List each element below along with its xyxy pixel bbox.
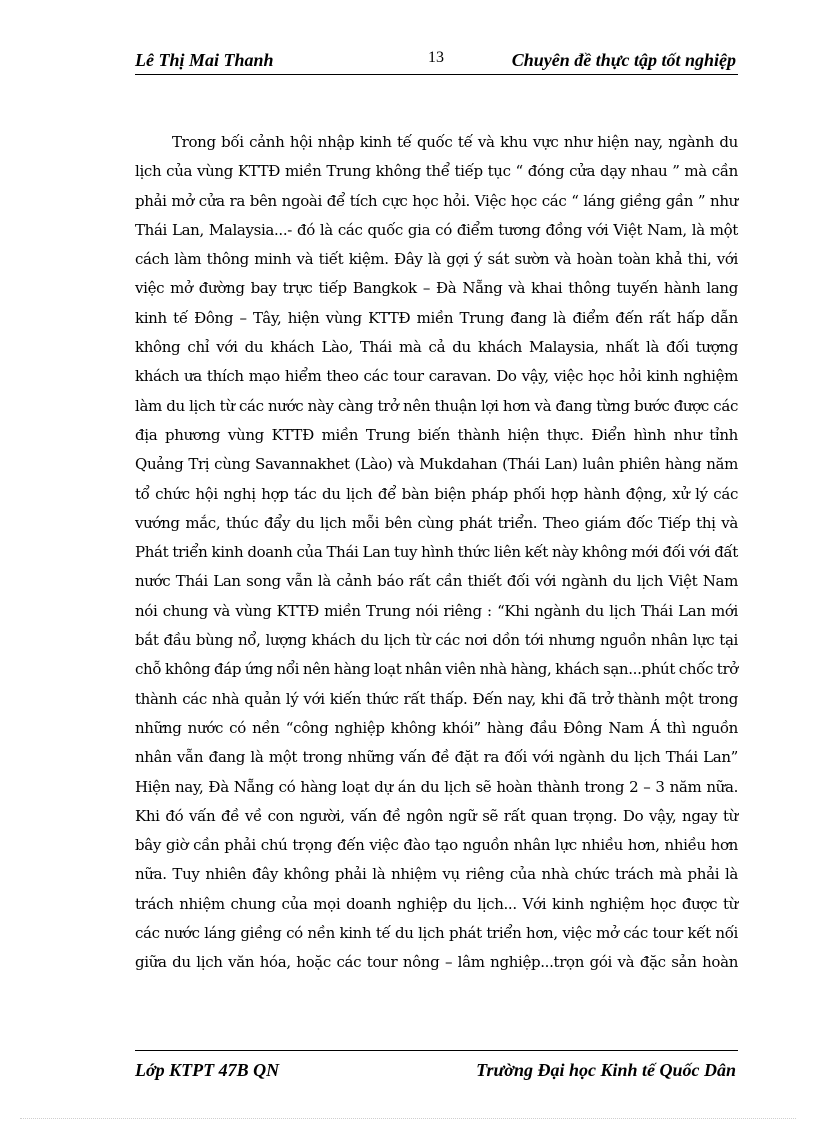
paragraph-line: Hiện nay, Đà Nẵng có hàng loạt dự án du lịch sẽ hoàn thành trong 2 – 3 năm nữa. [135,777,738,796]
paragraph-line: cách làm thông minh và tiết kiệm. Đây là gợi ý sát sườn và hoàn toàn khả thi, với [135,250,738,269]
paragraph-line: Quảng Trị cùng Savannakhet (Lào) và Mukdahan (Thái Lan) luân phiên hàng năm [135,455,738,474]
paragraph-line: không chỉ với du khách Lào, Thái mà cả du khách Malaysia, nhất là đối tượng [135,338,738,357]
paragraph-line: nói chung và vùng KTTĐ miền Trung nói riêng : “Khi ngành du lịch Thái Lan mới [135,601,738,620]
header-author: Lê Thị Mai Thanh [135,50,274,70]
page-header [135,48,738,75]
paragraph-line: địa phương vùng KTTĐ miền Trung biến thành hiện thực. Điển hình như tỉnh [135,425,738,444]
paragraph-line: chỗ không đáp ứng nổi nên hàng loạt nhân viên nhà hàng, khách sạn...phút chốc trở [135,660,738,679]
paragraph-line: giữa du lịch văn hóa, hoặc các tour nông – lâm nghiệp...trọn gói và đặc sản hoàn [135,953,738,972]
paragraph-line: lịch của vùng KTTĐ miền Trung không thể tiếp tục “ đóng cửa dạy nhau ” mà cần [135,162,738,181]
paragraph-line: trách nhiệm chung của mọi doanh nghiệp du lịch... Với kinh nghiệm học được từ [135,894,738,913]
page-footer [135,1050,738,1085]
paragraph-line: việc mở đường bay trực tiếp Bangkok – Đà Nẵng và khai thông tuyến hành lang [135,279,738,298]
paragraph-line: Phát triển kinh doanh của Thái Lan tuy hình thức liên kết này không mới đối với đất [135,543,738,562]
page-bottom-divider [20,1118,796,1119]
page-number: 13 [428,49,444,66]
paragraph-line: Khi đó vấn đề về con người, vấn đề ngôn ngữ sẽ rất quan trọng. Do vậy, ngay từ [135,806,738,825]
paragraph-line: thành các nhà quản lý với kiến thức rất thấp. Đến nay, khi đã trở thành một trong [135,689,738,708]
paragraph-line: những nước có nền “công nghiệp không khói” hàng đầu Đông Nam Á thì nguồn [135,718,738,737]
paragraph-line: tổ chức hội nghị hợp tác du lịch để bàn biện pháp phối hợp hành động, xử lý các [135,484,738,503]
paragraph-line: kinh tế Đông – Tây, hiện vùng KTTĐ miền Trung đang là điểm đến rất hấp dẫn [135,308,738,327]
paragraph-line: bây giờ cần phải chú trọng đến việc đào tạo nguồn nhân lực nhiều hơn, nhiều hơn [135,836,738,855]
paragraph-line: bắt đầu bùng nổ, lượng khách du lịch từ các nơi dồn tới nhưng nguồn nhân lực tại [135,631,738,650]
paragraph-line: nhân vẫn đang là một trong những vấn đề đặt ra đối với ngành du lịch Thái Lan” [135,748,738,767]
paragraph-line: nữa. Tuy nhiên đây không phải là nhiệm vụ riêng của nhà chức trách mà phải là [135,865,738,884]
footer-university: Trường Đại học Kinh tế Quốc Dân [476,1060,736,1080]
paragraph-line: Thái Lan, Malaysia...- đó là các quốc gia có điểm tương đồng với Việt Nam, là một [135,220,738,239]
paragraph-line: Trong bối cảnh hội nhập kinh tế quốc tế và khu vực như hiện nay, ngành du [172,133,738,151]
footer-class-label: Lớp KTPT 47B QN [135,1060,280,1080]
body-paragraph [135,128,738,978]
paragraph-line: khách ưa thích mạo hiểm theo các tour caravan. Do vậy, việc học hỏi kinh nghiệm [135,367,738,386]
paragraph-line: vướng mắc, thúc đẩy du lịch mỗi bên cùng phát triển. Theo giám đốc Tiếp thị và [135,513,738,532]
paragraph-line: làm du lịch từ các nước này càng trở nên thuận lợi hơn và đang từng bước được các [135,396,738,415]
paragraph-line: các nước láng giềng có nền kinh tế du lịch phát triển hơn, việc mở các tour kết nối [135,924,738,943]
paragraph-line: nước Thái Lan song vẫn là cảnh báo rất cần thiết đối với ngành du lịch Việt Nam [135,572,738,591]
paragraph-line: phải mở cửa ra bên ngoài để tích cực học hỏi. Việc học các “ láng giềng gần ” như [135,191,738,210]
header-doc-title: Chuyên đề thực tập tốt nghiệp [511,50,736,70]
